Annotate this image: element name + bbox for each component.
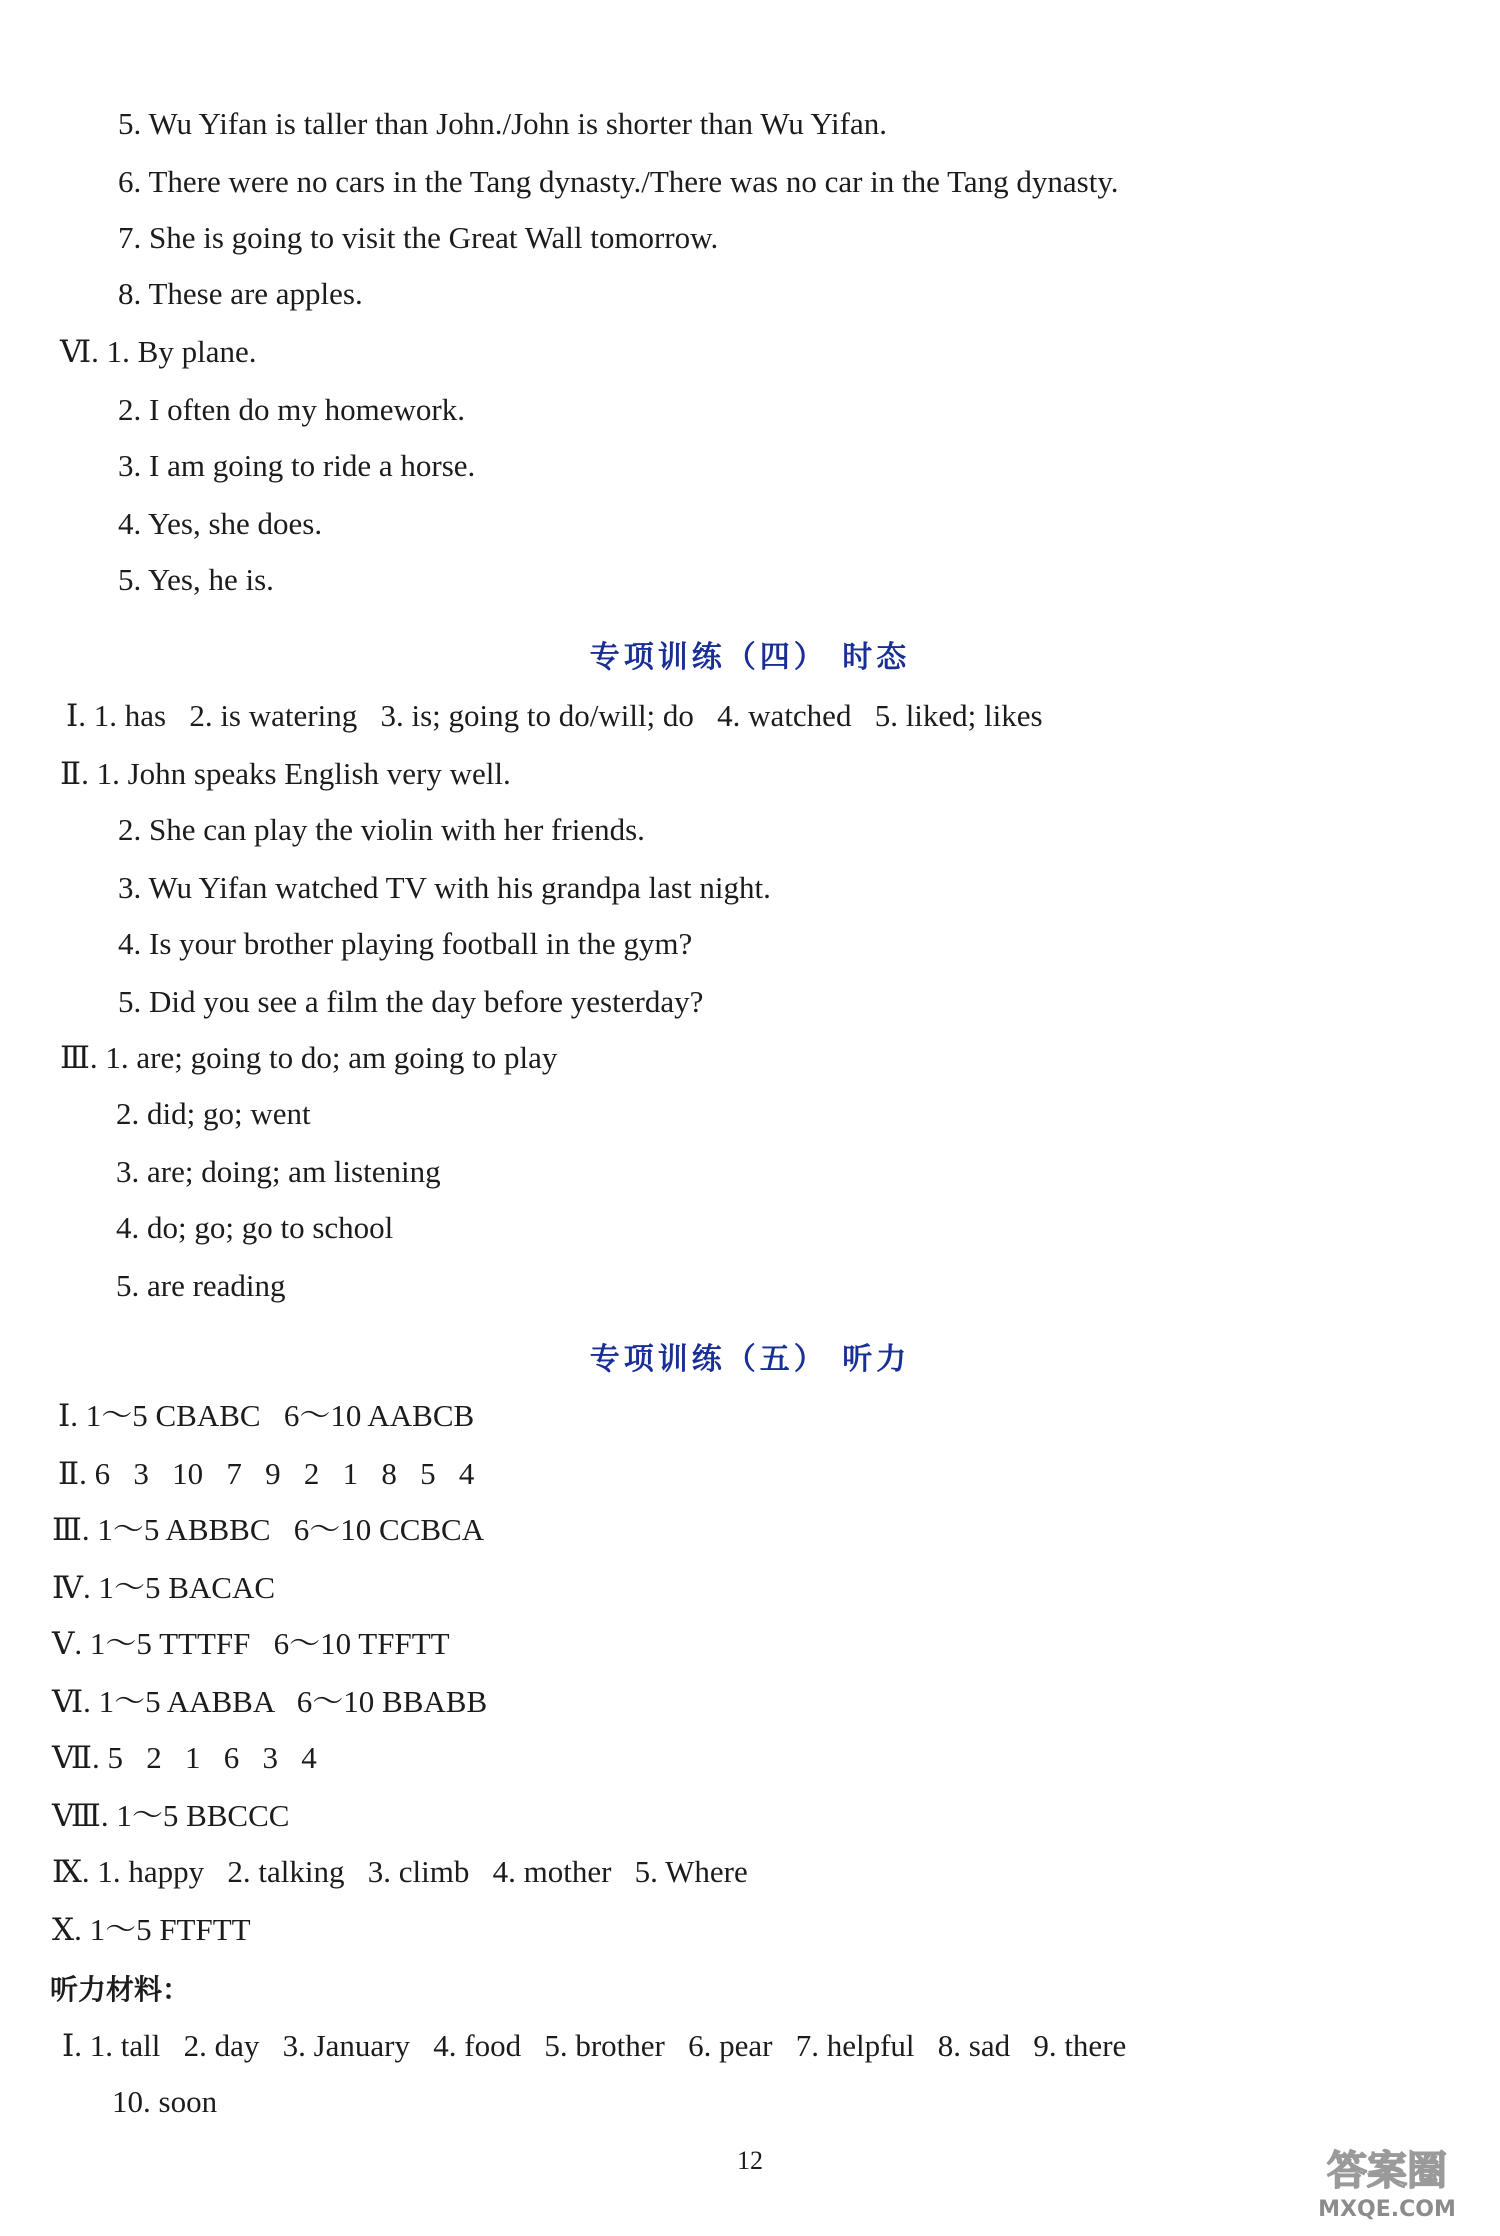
watermark-icon	[1292, 2134, 1482, 2224]
answer-line: 4. Is your brother playing football in the gym?	[118, 926, 693, 961]
answer-line: 3. Wu Yifan watched TV with his grandpa last night.	[118, 870, 771, 905]
section-heading-listening: 专项训练（五） 听力	[589, 1342, 911, 1377]
listening-line: Ⅶ. 5 2 1 6 3 4	[52, 1740, 317, 1775]
tense-ii-label: Ⅱ. 1. John speaks English very well.	[60, 756, 511, 791]
materials-line: Ⅰ. 1. tall 2. day 3. January 4. food 5. brother 6. pear 7. helpful 8. sad 9. there	[62, 2028, 1127, 2063]
answer-line: 5. are reading	[116, 1268, 286, 1303]
section-heading-tense: 专项训练（四） 时态	[589, 640, 911, 675]
listening-line: Ⅵ. 1～5 AABBA 6～10 BBABB	[52, 1684, 488, 1719]
answer-line: 3. are; doing; am listening	[116, 1154, 441, 1189]
watermark-logo	[1292, 2134, 1482, 2224]
page-number: 12	[737, 2146, 763, 2175]
listening-line: Ⅹ. 1～5 FTFTT	[52, 1912, 251, 1947]
answer-line: 4. do; go; go to school	[116, 1210, 394, 1245]
answer-line: 2. I often do my homework.	[118, 392, 465, 427]
listening-line: Ⅱ. 6 3 10 7 9 2 1 8 5 4	[58, 1456, 475, 1491]
listening-line: Ⅲ. 1～5 ABBBC 6～10 CCBCA	[52, 1512, 485, 1547]
tense-iii-label: Ⅲ. 1. are; going to do; am going to play	[60, 1040, 558, 1075]
answer-line: 5. Wu Yifan is taller than John./John is shorter than Wu Yifan.	[118, 106, 887, 141]
answer-line: 5. Did you see a film the day before yesterday?	[118, 984, 704, 1019]
listening-line: Ⅸ. 1. happy 2. talking 3. climb 4. mother 5. Where	[52, 1854, 748, 1889]
tense-i-line: Ⅰ. 1. has 2. is watering 3. is; going to do/will; do 4. watched 5. liked; likes	[66, 698, 1043, 733]
answer-line: 6. There were no cars in the Tang dynasty./There was no car in the Tang dynasty.	[118, 164, 1119, 199]
answer-line: 2. She can play the violin with her friends.	[118, 812, 645, 847]
watermark-site-text: MXQE.COM	[1318, 2197, 1456, 2222]
answer-line: 5. Yes, he is.	[118, 562, 274, 597]
listening-line: Ⅳ. 1～5 BACAC	[52, 1570, 276, 1605]
watermark-logo-text: 答案圈	[1327, 2148, 1447, 2194]
listening-line: Ⅴ. 1～5 TTTFF 6～10 TFFTT	[52, 1626, 450, 1661]
listening-materials-label: 听力材料：	[50, 1973, 191, 2006]
answer-line: 7. She is going to visit the Great Wall tomorrow.	[118, 220, 719, 255]
answer-line: 4. Yes, she does.	[118, 506, 323, 541]
answer-line: 2. did; go; went	[116, 1096, 311, 1131]
materials-line: 10. soon	[112, 2084, 218, 2119]
listening-line: Ⅷ. 1～5 BBCCC	[52, 1798, 290, 1833]
answer-line: 8. These are apples.	[118, 276, 363, 311]
answer-line: 3. I am going to ride a horse.	[118, 448, 476, 483]
listening-line: Ⅰ. 1～5 CBABC 6～10 AABCB	[58, 1398, 475, 1433]
section-vi-label: Ⅵ. 1. By plane.	[60, 334, 257, 369]
